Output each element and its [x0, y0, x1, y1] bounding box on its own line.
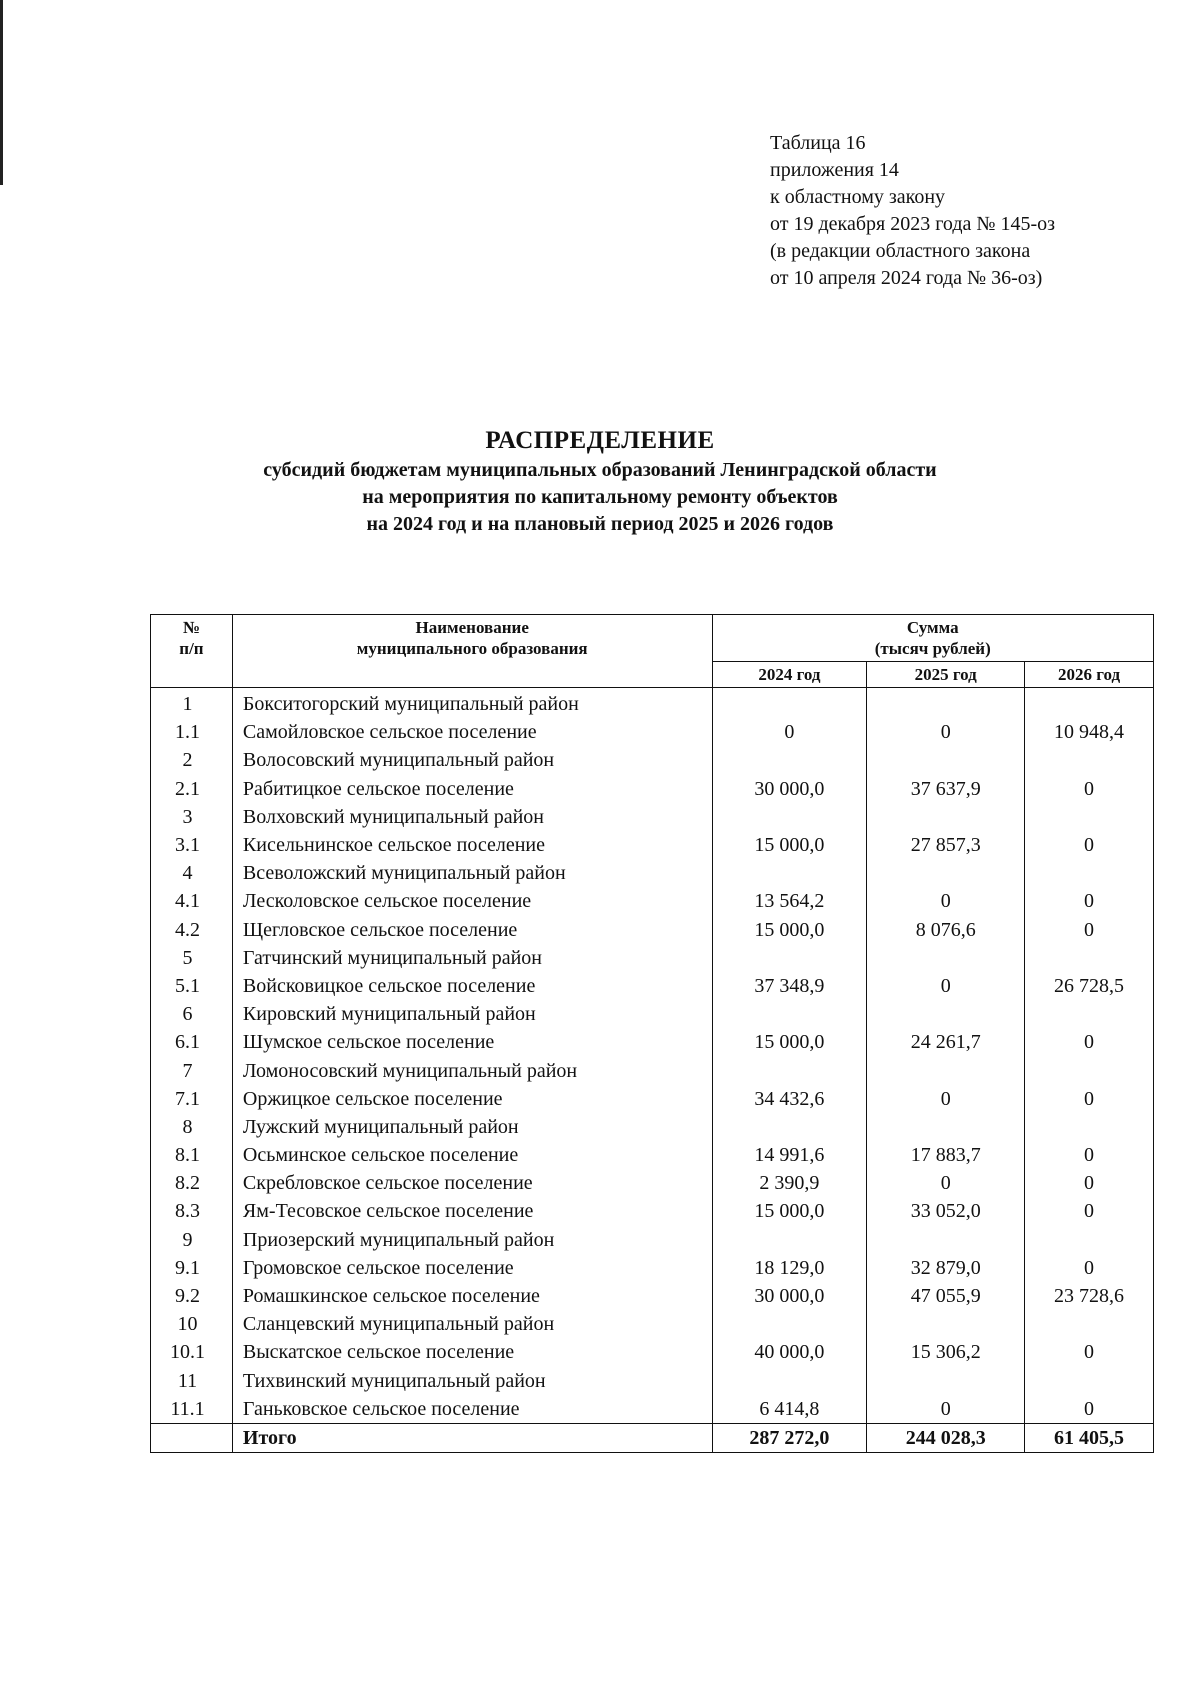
- row-2026-cell: [1025, 803, 1154, 831]
- table-row: [151, 803, 1154, 831]
- row-2025-cell: 0: [867, 1085, 1025, 1113]
- row-2025-cell: 0: [867, 1395, 1025, 1424]
- row-num-cell: 4: [151, 859, 233, 887]
- table-row: [151, 1197, 1154, 1225]
- row-2025-cell: [867, 1310, 1025, 1338]
- row-num-cell: 10: [151, 1310, 233, 1338]
- row-name-cell: Оржицкое сельское поселение: [232, 1085, 712, 1113]
- appendix-line: от 10 апреля 2024 года № 36-оз): [770, 267, 1043, 289]
- row-name-cell: Приозерский муниципальный район: [232, 1226, 712, 1254]
- row-2024-cell: [712, 1367, 867, 1395]
- header-num-line: №: [182, 618, 200, 637]
- appendix-line: (в редакции областного закона: [770, 240, 1031, 262]
- row-2024-cell: 15 000,0: [712, 831, 867, 859]
- row-name-cell: Скребловское сельское поселение: [232, 1169, 712, 1197]
- header-year-2026: 2026 год: [1025, 662, 1154, 688]
- row-num-cell: 2: [151, 746, 233, 774]
- header-sum-line: Сумма: [906, 618, 959, 637]
- table-total-row: [151, 1423, 1154, 1452]
- row-2024-cell: [712, 1310, 867, 1338]
- document-subtitle-line: на мероприятия по капитальному ремонту объектов: [362, 486, 838, 508]
- row-name-cell: Лужский муниципальный район: [232, 1113, 712, 1141]
- row-num-cell: 11.1: [151, 1395, 233, 1424]
- row-2024-cell: 30 000,0: [712, 1282, 867, 1310]
- row-2024-cell: 18 129,0: [712, 1254, 867, 1282]
- row-num-cell: 4.2: [151, 916, 233, 944]
- table-row: [151, 831, 1154, 859]
- row-2026-cell: 0: [1025, 1085, 1154, 1113]
- row-2026-cell: 0: [1025, 1028, 1154, 1056]
- row-2026-cell: 10 948,4: [1025, 718, 1154, 746]
- row-name-cell: Бокситогорский муниципальный район: [232, 688, 712, 719]
- row-2025-cell: [867, 1226, 1025, 1254]
- document-subtitle-line: субсидий бюджетам муниципальных образований Ленинградской области: [263, 459, 937, 481]
- row-2026-cell: [1025, 1310, 1154, 1338]
- appendix-line: Таблица 16: [770, 132, 866, 154]
- table-row: [151, 1282, 1154, 1310]
- header-name-line: муниципального образования: [356, 639, 588, 658]
- header-num: [151, 615, 233, 688]
- row-2025-cell: 33 052,0: [867, 1197, 1025, 1225]
- row-name-cell: Ромашкинское сельское поселение: [232, 1282, 712, 1310]
- row-num-cell: 1: [151, 688, 233, 719]
- row-2025-cell: [867, 944, 1025, 972]
- row-2025-cell: 47 055,9: [867, 1282, 1025, 1310]
- row-name-cell: Шумское сельское поселение: [232, 1028, 712, 1056]
- total-num-cell: [151, 1423, 233, 1452]
- document-heading: [150, 425, 1050, 538]
- header-year-2024: 2024 год: [712, 662, 867, 688]
- table-row: [151, 1056, 1154, 1084]
- row-2024-cell: [712, 859, 867, 887]
- row-2026-cell: 0: [1025, 1254, 1154, 1282]
- row-num-cell: 5: [151, 944, 233, 972]
- row-2026-cell: 0: [1025, 916, 1154, 944]
- row-name-cell: Громовское сельское поселение: [232, 1254, 712, 1282]
- row-num-cell: 11: [151, 1367, 233, 1395]
- row-num-cell: 8: [151, 1113, 233, 1141]
- table-row: [151, 1113, 1154, 1141]
- row-2026-cell: [1025, 746, 1154, 774]
- row-name-cell: Рабитицкое сельское поселение: [232, 775, 712, 803]
- row-2025-cell: 37 637,9: [867, 775, 1025, 803]
- row-2024-cell: [712, 1113, 867, 1141]
- table-row: [151, 1000, 1154, 1028]
- table-row: [151, 1338, 1154, 1366]
- appendix-line: от 19 декабря 2023 года № 145-оз: [770, 213, 1056, 235]
- table-row: [151, 1028, 1154, 1056]
- row-name-cell: Кисельнинское сельское поселение: [232, 831, 712, 859]
- table-body: [151, 688, 1154, 1424]
- row-2024-cell: 6 414,8: [712, 1395, 867, 1424]
- row-2024-cell: 15 000,0: [712, 916, 867, 944]
- row-num-cell: 3: [151, 803, 233, 831]
- row-2024-cell: 2 390,9: [712, 1169, 867, 1197]
- row-num-cell: 1.1: [151, 718, 233, 746]
- row-name-cell: Всеволожский муниципальный район: [232, 859, 712, 887]
- row-name-cell: Волховский муниципальный район: [232, 803, 712, 831]
- row-num-cell: 9: [151, 1226, 233, 1254]
- header-name-line: Наименование: [415, 618, 529, 637]
- table-row: [151, 718, 1154, 746]
- document-subtitle-line: на 2024 год и на плановый период 2025 и 2026 годов: [366, 513, 834, 535]
- row-2024-cell: 15 000,0: [712, 1028, 867, 1056]
- table-row: [151, 972, 1154, 1000]
- table-row: [151, 1367, 1154, 1395]
- row-2026-cell: 23 728,6: [1025, 1282, 1154, 1310]
- row-2026-cell: [1025, 1113, 1154, 1141]
- row-2025-cell: [867, 746, 1025, 774]
- row-2024-cell: 34 432,6: [712, 1085, 867, 1113]
- row-name-cell: Гатчинский муниципальный район: [232, 944, 712, 972]
- appendix-reference: [770, 130, 1055, 292]
- row-name-cell: Ям-Тесовское сельское поселение: [232, 1197, 712, 1225]
- total-label: Итого: [232, 1423, 712, 1452]
- row-num-cell: 3.1: [151, 831, 233, 859]
- row-2026-cell: 0: [1025, 1141, 1154, 1169]
- row-2026-cell: [1025, 688, 1154, 719]
- row-2025-cell: 0: [867, 1169, 1025, 1197]
- row-num-cell: 7: [151, 1056, 233, 1084]
- row-2025-cell: [867, 859, 1025, 887]
- row-2025-cell: 32 879,0: [867, 1254, 1025, 1282]
- table-row: [151, 1085, 1154, 1113]
- header-num-line: п/п: [179, 639, 204, 658]
- table-row: [151, 1226, 1154, 1254]
- total-2025: 244 028,3: [867, 1423, 1025, 1452]
- table-row: [151, 887, 1154, 915]
- row-2024-cell: [712, 1000, 867, 1028]
- table-row: [151, 944, 1154, 972]
- row-2025-cell: [867, 1367, 1025, 1395]
- row-name-cell: Лесколовское сельское поселение: [232, 887, 712, 915]
- row-2025-cell: 8 076,6: [867, 916, 1025, 944]
- row-2024-cell: 13 564,2: [712, 887, 867, 915]
- scan-edge-mark: [0, 0, 3, 185]
- table-row: [151, 775, 1154, 803]
- row-2025-cell: [867, 1056, 1025, 1084]
- table-header-row: [151, 615, 1154, 662]
- row-num-cell: 7.1: [151, 1085, 233, 1113]
- row-name-cell: Кировский муниципальный район: [232, 1000, 712, 1028]
- row-2024-cell: 37 348,9: [712, 972, 867, 1000]
- table-row: [151, 1395, 1154, 1424]
- table-row: [151, 916, 1154, 944]
- row-name-cell: Сланцевский муниципальный район: [232, 1310, 712, 1338]
- row-2026-cell: 0: [1025, 775, 1154, 803]
- row-2026-cell: [1025, 1367, 1154, 1395]
- row-name-cell: Тихвинский муниципальный район: [232, 1367, 712, 1395]
- table-row: [151, 859, 1154, 887]
- row-2024-cell: [712, 1056, 867, 1084]
- table-row: [151, 1254, 1154, 1282]
- row-2026-cell: 0: [1025, 1338, 1154, 1366]
- row-num-cell: 8.2: [151, 1169, 233, 1197]
- row-2025-cell: [867, 803, 1025, 831]
- appendix-line: приложения 14: [770, 159, 899, 181]
- row-2026-cell: 0: [1025, 887, 1154, 915]
- row-2025-cell: 24 261,7: [867, 1028, 1025, 1056]
- row-2025-cell: 0: [867, 972, 1025, 1000]
- row-2025-cell: 0: [867, 887, 1025, 915]
- row-2024-cell: 40 000,0: [712, 1338, 867, 1366]
- header-name: [232, 615, 712, 688]
- row-2024-cell: [712, 803, 867, 831]
- row-2024-cell: 0: [712, 718, 867, 746]
- table-row: [151, 1310, 1154, 1338]
- header-year-2025: 2025 год: [867, 662, 1025, 688]
- row-num-cell: 8.1: [151, 1141, 233, 1169]
- table-row: [151, 688, 1154, 719]
- row-2024-cell: [712, 746, 867, 774]
- row-2024-cell: [712, 688, 867, 719]
- header-sum-line: (тысяч рублей): [874, 639, 991, 658]
- document-title: РАСПРЕДЕЛЕНИЕ: [485, 427, 715, 454]
- row-2026-cell: [1025, 1000, 1154, 1028]
- row-name-cell: Ломоносовский муниципальный район: [232, 1056, 712, 1084]
- row-num-cell: 9.2: [151, 1282, 233, 1310]
- row-num-cell: 8.3: [151, 1197, 233, 1225]
- row-2025-cell: [867, 1113, 1025, 1141]
- row-name-cell: Ганьковское сельское поселение: [232, 1395, 712, 1424]
- row-2026-cell: [1025, 1056, 1154, 1084]
- row-2026-cell: [1025, 944, 1154, 972]
- row-2025-cell: [867, 688, 1025, 719]
- row-2024-cell: [712, 1226, 867, 1254]
- row-num-cell: 4.1: [151, 887, 233, 915]
- table-row: [151, 1169, 1154, 1197]
- row-2025-cell: [867, 1000, 1025, 1028]
- row-name-cell: Щегловское сельское поселение: [232, 916, 712, 944]
- row-2025-cell: 17 883,7: [867, 1141, 1025, 1169]
- row-2026-cell: 26 728,5: [1025, 972, 1154, 1000]
- row-2026-cell: [1025, 1226, 1154, 1254]
- row-2026-cell: 0: [1025, 831, 1154, 859]
- header-sum: [712, 615, 1153, 662]
- row-num-cell: 6.1: [151, 1028, 233, 1056]
- table-row: [151, 746, 1154, 774]
- row-2024-cell: 15 000,0: [712, 1197, 867, 1225]
- row-num-cell: 10.1: [151, 1338, 233, 1366]
- row-num-cell: 5.1: [151, 972, 233, 1000]
- row-name-cell: Осьминское сельское поселение: [232, 1141, 712, 1169]
- row-name-cell: Самойловское сельское поселение: [232, 718, 712, 746]
- row-name-cell: Выскатское сельское поселение: [232, 1338, 712, 1366]
- row-2026-cell: [1025, 859, 1154, 887]
- row-name-cell: Войсковицкое сельское поселение: [232, 972, 712, 1000]
- row-2026-cell: 0: [1025, 1169, 1154, 1197]
- row-2025-cell: 27 857,3: [867, 831, 1025, 859]
- row-num-cell: 9.1: [151, 1254, 233, 1282]
- row-name-cell: Волосовский муниципальный район: [232, 746, 712, 774]
- table-row: [151, 1141, 1154, 1169]
- appendix-line: к областному закону: [770, 186, 946, 208]
- row-num-cell: 6: [151, 1000, 233, 1028]
- row-2024-cell: 30 000,0: [712, 775, 867, 803]
- row-2025-cell: 15 306,2: [867, 1338, 1025, 1366]
- subsidy-table: [150, 614, 1154, 1453]
- row-num-cell: 2.1: [151, 775, 233, 803]
- row-2026-cell: 0: [1025, 1197, 1154, 1225]
- row-2025-cell: 0: [867, 718, 1025, 746]
- total-2026: 61 405,5: [1025, 1423, 1154, 1452]
- row-2026-cell: 0: [1025, 1395, 1154, 1424]
- row-2024-cell: [712, 944, 867, 972]
- total-2024: 287 272,0: [712, 1423, 867, 1452]
- row-2024-cell: 14 991,6: [712, 1141, 867, 1169]
